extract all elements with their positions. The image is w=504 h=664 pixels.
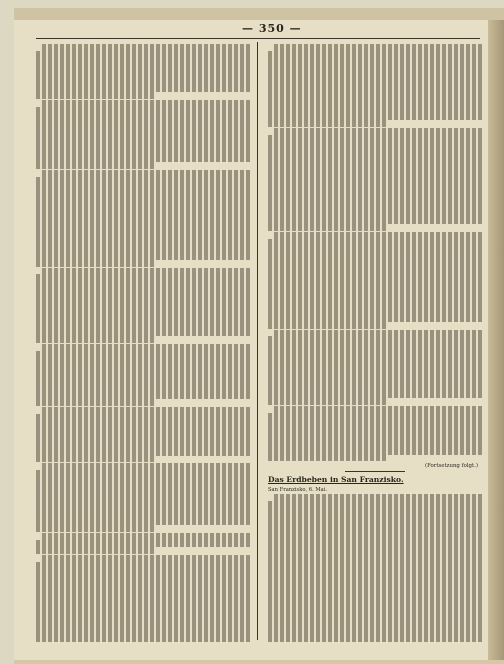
text-line: [36, 512, 250, 519]
text-line: [268, 65, 482, 72]
text-line: [274, 494, 482, 501]
text-line: [36, 484, 250, 491]
paragraph: [268, 232, 482, 328]
serial-story: [268, 44, 482, 461]
text-line: [274, 128, 482, 135]
text-line: [42, 533, 250, 540]
text-line: [268, 141, 482, 148]
page-bottom-margin: [14, 660, 504, 664]
text-line: [268, 176, 482, 183]
text-line: [36, 232, 250, 239]
text-line: [36, 281, 250, 288]
text-line: [36, 148, 250, 155]
text-line: [268, 549, 482, 556]
text-line: [36, 365, 250, 372]
text-line: [36, 336, 154, 343]
text-line: [268, 322, 386, 329]
paragraph: [36, 555, 250, 642]
text-line: [268, 287, 482, 294]
text-line: [268, 246, 482, 253]
text-line: [268, 413, 482, 420]
text-line: [268, 441, 482, 448]
text-line: [36, 610, 250, 617]
text-line: [268, 385, 482, 392]
text-line: [268, 639, 482, 642]
paragraph: [268, 330, 482, 406]
text-line: [268, 72, 482, 79]
text-line: [268, 78, 482, 85]
text-line: [36, 288, 250, 295]
text-line: [268, 336, 482, 343]
text-line: [274, 330, 482, 337]
paragraph: [36, 268, 250, 344]
text-line: [36, 302, 250, 309]
paragraph: [268, 494, 482, 642]
text-line: [36, 470, 250, 477]
text-line: [268, 203, 482, 210]
text-line: [36, 399, 154, 406]
paragraph: [36, 463, 250, 532]
text-line: [36, 107, 250, 114]
text-line: [42, 170, 250, 177]
text-line: [268, 253, 482, 260]
text-line: [36, 135, 250, 142]
text-line: [36, 358, 250, 365]
text-line: [36, 631, 250, 638]
text-line: [268, 364, 482, 371]
text-line: [268, 618, 482, 625]
text-line: [268, 239, 482, 246]
text-line: [36, 393, 250, 400]
text-line: [268, 51, 482, 58]
text-line: [268, 378, 482, 385]
text-line: [268, 210, 482, 217]
text-line: [42, 407, 250, 414]
text-line: [36, 218, 250, 225]
text-line: [268, 625, 482, 632]
text-line: [36, 477, 250, 484]
text-line: [268, 543, 482, 550]
text-line: [36, 177, 250, 184]
text-line: [36, 295, 250, 302]
text-line: [36, 491, 250, 498]
text-line: [36, 596, 250, 603]
text-line: [36, 246, 250, 253]
text-line: [36, 456, 154, 463]
text-line: [268, 371, 482, 378]
text-line: [274, 44, 482, 51]
text-line: [268, 197, 482, 204]
text-line: [268, 155, 482, 162]
text-line: [36, 505, 250, 512]
text-line: [268, 92, 482, 99]
article-dateline: San Franzisko, 6. Mai.: [268, 487, 328, 494]
text-line: [268, 605, 482, 612]
text-line: [36, 204, 250, 211]
text-line: [268, 591, 482, 598]
text-line: [36, 569, 250, 576]
text-line: [268, 106, 482, 113]
text-line: [268, 113, 482, 120]
text-line: [36, 330, 250, 337]
text-line: [36, 428, 250, 435]
article-body: [268, 494, 482, 642]
text-line: [36, 51, 250, 58]
section-rule: [345, 471, 405, 472]
paragraph: [36, 170, 250, 266]
text-line: [268, 357, 482, 364]
text-line: [268, 584, 482, 591]
text-line: [268, 632, 482, 639]
text-line: [36, 198, 250, 205]
text-line: [36, 583, 250, 590]
text-line: [36, 519, 250, 526]
text-line: [268, 224, 386, 231]
text-line: [36, 449, 250, 456]
text-line: [36, 414, 250, 421]
text-line: [268, 448, 482, 455]
text-line: [268, 273, 482, 280]
text-line: [268, 294, 482, 301]
paragraph: [36, 407, 250, 462]
column-divider: [257, 42, 258, 640]
page-top-margin: [14, 8, 504, 20]
text-line: [268, 169, 482, 176]
text-line: [36, 239, 250, 246]
text-line: [268, 508, 482, 515]
text-line: [268, 536, 482, 543]
text-line: [36, 562, 250, 569]
text-line: [36, 603, 250, 610]
paragraph: [36, 44, 250, 99]
text-line: [36, 72, 250, 79]
text-line: [268, 427, 482, 434]
text-line: [268, 598, 482, 605]
text-line: [36, 253, 250, 260]
text-line: [268, 522, 482, 529]
continuation-note: (Fortsetzung folgt.): [424, 463, 478, 470]
text-line: [268, 455, 386, 462]
text-line: [268, 563, 482, 570]
text-line: [268, 267, 482, 274]
left-column: [36, 44, 250, 642]
text-line: [268, 120, 386, 127]
text-line: [42, 268, 250, 275]
text-line: [36, 589, 250, 596]
text-line: [36, 547, 154, 554]
text-line: [36, 92, 154, 99]
text-line: [36, 379, 250, 386]
text-line: [268, 556, 482, 563]
text-line: [36, 225, 250, 232]
paragraph: [268, 44, 482, 127]
text-line: [268, 190, 482, 197]
text-line: [42, 344, 250, 351]
text-line: [36, 211, 250, 218]
paragraph: [36, 344, 250, 406]
text-line: [36, 78, 250, 85]
text-line: [268, 420, 482, 427]
text-line: [268, 217, 482, 224]
text-line: [36, 442, 250, 449]
text-line: [36, 638, 250, 642]
text-line: [36, 184, 250, 191]
text-line: [36, 141, 250, 148]
text-line: [268, 434, 482, 441]
text-line: [36, 386, 250, 393]
page-number: — 350 —: [242, 22, 302, 35]
text-line: [268, 58, 482, 65]
text-line: [268, 183, 482, 190]
text-line: [36, 421, 250, 428]
text-line: [274, 406, 482, 413]
article-title: Das Erdbeben in San Franzisko.: [268, 475, 404, 485]
text-line: [268, 577, 482, 584]
text-line: [268, 85, 482, 92]
text-line: [36, 323, 250, 330]
right-column: [268, 44, 482, 642]
text-line: [42, 555, 250, 562]
paragraph: [268, 128, 482, 231]
text-line: [274, 232, 482, 239]
text-line: [268, 501, 482, 508]
text-line: [36, 576, 250, 583]
paragraph: [36, 533, 250, 554]
text-line: [268, 301, 482, 308]
text-line: [268, 308, 482, 315]
page-edge: [488, 20, 504, 660]
text-line: [36, 155, 250, 162]
text-line: [36, 525, 154, 532]
text-line: [36, 128, 250, 135]
newspaper-page: [14, 8, 504, 662]
text-line: [36, 114, 250, 121]
text-line: [36, 540, 250, 547]
text-line: [268, 162, 482, 169]
text-line: [36, 274, 250, 281]
text-line: [36, 624, 250, 631]
text-line: [42, 463, 250, 470]
header-rule: [36, 38, 480, 39]
text-line: [268, 343, 482, 350]
paragraph: [36, 100, 250, 169]
text-line: [268, 280, 482, 287]
text-line: [268, 135, 482, 142]
text-line: [36, 498, 250, 505]
text-line: [268, 515, 482, 522]
text-line: [36, 260, 154, 267]
text-line: [36, 121, 250, 128]
text-line: [36, 435, 250, 442]
text-line: [268, 570, 482, 577]
text-line: [42, 100, 250, 107]
text-line: [36, 58, 250, 65]
text-line: [36, 372, 250, 379]
paragraph: [268, 406, 482, 461]
text-line: [36, 85, 250, 92]
text-line: [42, 44, 250, 51]
text-line: [36, 162, 154, 169]
text-line: [268, 611, 482, 618]
text-line: [36, 316, 250, 323]
text-line: [36, 65, 250, 72]
text-line: [268, 529, 482, 536]
text-line: [36, 351, 250, 358]
text-line: [268, 148, 482, 155]
text-line: [36, 617, 250, 624]
text-line: [268, 392, 482, 399]
text-line: [268, 260, 482, 267]
text-line: [268, 99, 482, 106]
text-line: [36, 191, 250, 198]
text-line: [36, 309, 250, 316]
text-line: [268, 350, 482, 357]
text-line: [268, 398, 386, 405]
text-line: [268, 315, 482, 322]
